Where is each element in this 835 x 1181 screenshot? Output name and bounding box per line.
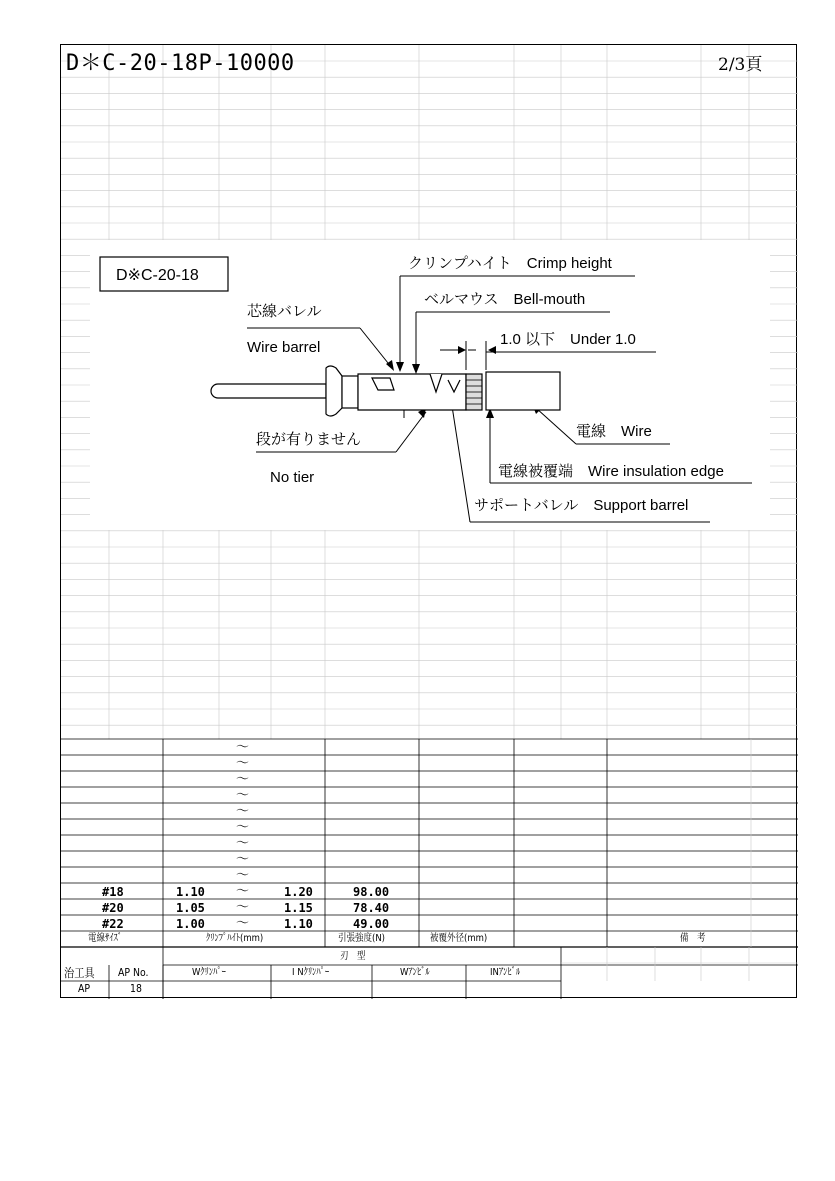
header-remarks: 備 考 [680,933,706,944]
tilde-22: ～ [236,916,250,931]
crimp-height-label: クリンプハイト Crimp height [408,255,612,272]
tilde-20: ～ [236,900,250,915]
document-title: D＊C-20-18P-10000 [66,51,295,76]
no-tier-jp-label: 段が有りません [256,431,362,448]
blade-w-crimper: Wｸﾘﾝﾊﾟｰ [192,967,226,978]
tilde-empty-row: ～ [236,772,250,787]
tilde-empty-row: ～ [236,836,250,851]
blade-tool-value: AP [78,982,91,995]
wire-label: 電線 Wire [576,423,652,440]
tensile-20: 78.40 [353,901,390,915]
terminal-drawing [211,366,560,416]
blade-ap-value: 18 [130,982,142,995]
blade-in-anvil: INｱﾝﾋﾞﾙ [490,967,521,978]
page-number: 2/3頁 [718,55,763,75]
tilde-empty-row: ～ [236,820,250,835]
tilde-empty-row: ～ [236,852,250,867]
tilde-empty-row: ～ [236,804,250,819]
bell-mouth-label: ベルマウス Bell-mouth [424,291,586,308]
header-wire-size: 電線ｻｲｽﾞ [88,933,122,944]
crimp-min-18: 1.10 [176,885,205,899]
tensile-22: 49.00 [353,917,390,931]
diagram-label: D※C-20-18 [116,267,199,284]
tilde-empty-row: ～ [236,788,250,803]
insulation-edge-label: 電線被覆端 Wire insulation edge [498,463,724,480]
tilde-18: ～ [236,884,250,899]
crimp-max-22: 1.10 [284,917,313,931]
blade-in-crimper: I Nｸﾘﾝﾊﾟｰ [292,967,330,978]
signature-line [721,997,797,998]
tilde-empty-row: ～ [236,868,250,883]
under-label: 1.0 以下 Under 1.0 [500,331,636,348]
support-barrel-label: サポートバレル Support barrel [474,497,689,514]
header-crimp-height: ｸﾘﾝﾌﾟﾊｲﾄ(mm) [206,933,264,944]
crimp-min-22: 1.00 [176,917,205,931]
header-tensile: 引張強度(N) [338,933,386,944]
header-outer-diameter: 被覆外径(mm) [430,933,488,944]
blade-w-anvil: Wｱﾝﾋﾞﾙ [400,967,430,978]
tensile-18: 98.00 [353,885,390,899]
crimp-max-18: 1.20 [284,885,313,899]
crimp-min-20: 1.05 [176,901,205,915]
wire-size-18: #18 [102,885,124,899]
no-tier-en-label: No tier [270,469,315,486]
crimp-diagram [90,240,770,530]
wire-barrel-en-label: Wire barrel [247,339,321,356]
tilde-empty-row: ～ [236,756,250,771]
blade-title: 刃 型 [340,951,366,962]
crimp-max-20: 1.15 [284,901,313,915]
tilde-empty-row: ～ [236,740,250,755]
blade-tool-header: 治工具 [64,966,95,980]
wire-barrel-jp-label: 芯線バレル [247,303,322,320]
blade-ap-no-header: AP No. [118,966,149,979]
wire-size-22: #22 [102,917,124,931]
wire-size-20: #20 [102,901,124,915]
